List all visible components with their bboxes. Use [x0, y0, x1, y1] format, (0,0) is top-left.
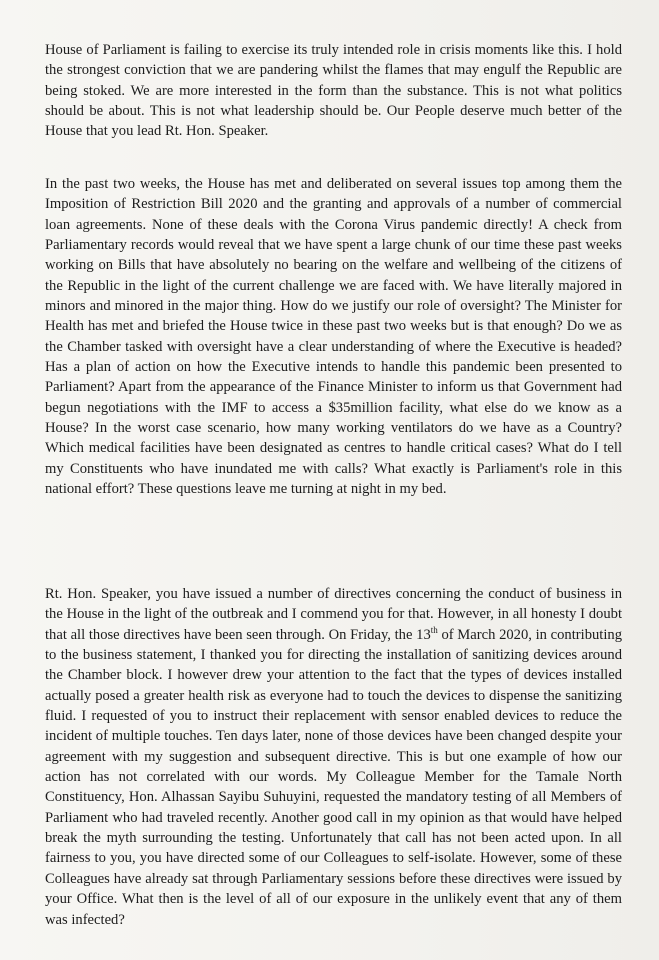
paragraph-1: House of Parliament is failing to exercise its truly intended role in crisis moments like this. I hold the strongest conviction that we are pandering whilst the flames that may engulf the Republic are being stoked. We are more interested in the form than the substance. This is not what politics should be about. This is not what leadership should be. Our People deserve much better of the House that you lead Rt. Hon. Speaker. [45, 42, 622, 140]
paragraph-3 [45, 584, 622, 930]
paragraph-3-text-start: Rt. Hon. Speaker, you have issued a number of directives concerning the conduct of business in the House in the light of the outbreak and I commend you for that. However, in all honesty I doubt that all those directives have been seen through. On Friday, the 13 [45, 586, 622, 643]
ordinal-suffix: th [430, 624, 438, 635]
paragraph-3-text-end: of March 2020, in contributing to the business statement, I thanked you for directing the installation of sanitizing devices around the Chamber block. I however drew your attention to the fact that the types of devices installed actually posed a greater health risk as everyone had to touch the devices to dispense the sanitizing fluid. I requested of you to instruct their replacement with sensor enabled devices to reduce the incident of multiple touches. Ten days later, none of those devices have been changed despite your agreement with my suggestion and subsequent directive. This is but one example of how our action has not correlated with our words. My Colleague Member for the Tamale North Constituency, Hon. Alhassan Sayibu Suhuyini, requested the mandatory testing of all Members of Parliament who had traveled recently. Another good call in my opinion as that would have helped break the myth surrounding the testing. Unfortunately that call has not been acted upon. In all fairness to you, you have directed some of our Colleagues to self-isolate. However, some of these Colleagues have already sat through Parliamentary sessions before these directives were issued by your Office. What then is the level of all of our exposure in the unlikely event that any of them was infected? [45, 626, 622, 928]
paragraph-2: In the past two weeks, the House has met and deliberated on several issues top among them the Imposition of Restriction Bill 2020 and the granting and approvals of a number of commercial loan agreements. None of these deals with the Corona Virus pandemic directly! A check from Parliamentary records would reveal that we have spent a large chunk of our time these past weeks working on Bills that have absolutely no bearing on the welfare and wellbeing of the citizens of the Republic in the light of the current challenge we are faced with. We have literally majored in minors and minored in the major thing. How do we justify our role of oversight? The Minister for Health has met and briefed the House twice in these past two weeks but is that enough? Do we as the Chamber tasked with oversight have a clear understanding of where the Executive is headed? Has a plan of action on how the Executive intends to handle this pandemic been presented to Parliament? Apart from the appearance of the Finance Minister to inform us that Government had begun negotiations with the IMF to access a $35million facility, what else do we know as a House? In the worst case scenario, how many working ventilators do we have as a Country? Which medical facilities have been designated as centres to handle critical cases? What do I tell my Constituents who have inundated me with calls? What exactly is Parliament's role in this national effort? These questions leave me turning at night in my bed. [45, 176, 622, 498]
